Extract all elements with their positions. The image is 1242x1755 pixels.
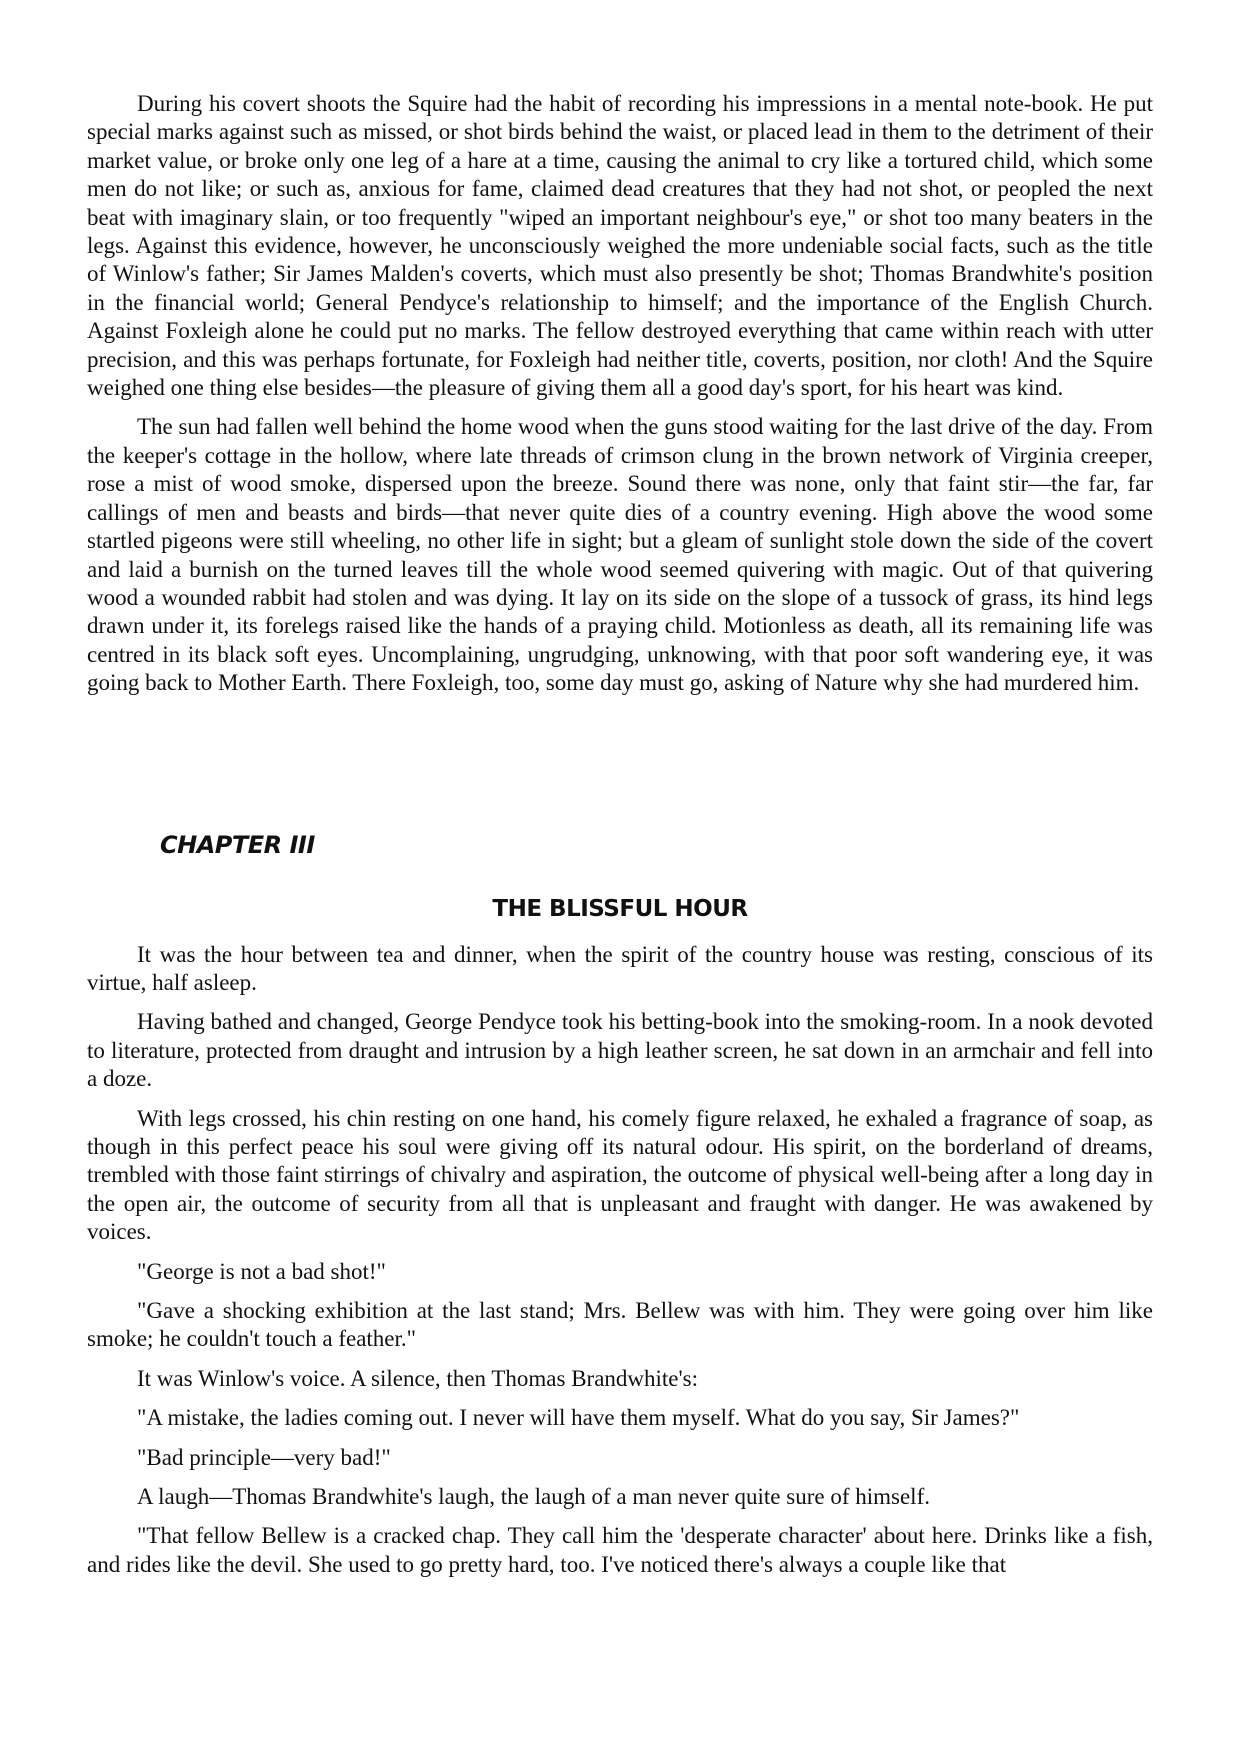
dialogue-bad-principle: "Bad principle—very bad!" <box>137 1444 391 1470</box>
paragraph-hour: It was the hour between tea and dinner, when the spirit of the country house was resting, conscious of its virtue, half asleep. <box>87 941 1153 995</box>
paragraph-squire-notebook: During his covert shoots the Squire had the habit of recording his impressions in a mental note-book. He put special marks against such as missed, or shot birds behind the waist, or placed lead in them to the detriment of their market value, or broke only one leg of a hare at a time, causing the animal to cry like a tortured child, which some men do not like; or such as, anxious for fame, claimed dead creatures that they had not shot, or peopled the next beat with imaginary slain, or too frequently "wiped an important neighbour's eye," or shot too many beaters in the legs. Against this evidence, however, he unconsciously weighed the more undeniable social facts, such as the title of Winlow's father; Sir James Malden's coverts, which must also presently be shot; Thomas Brandwhite's position in the financial world; General Pendyce's relationship to himself; and the importance of the English Church. Against Foxleigh alone he could put no marks. The fellow destroyed everything that came within reach with utter precision, and this was perhaps fortunate, for Foxleigh had neither title, coverts, position, nor cloth! And the Squire weighed one thing else besides—the pleasure of giving them all a good day's sport, for his heart was kind. <box>87 91 1153 401</box>
dialogue-ladies-mistake: "A mistake, the ladies coming out. I never will have them myself. What do you say, Sir James?" <box>137 1405 1020 1431</box>
paragraph-legs-crossed: With legs crossed, his chin resting on one hand, his comely figure relaxed, he exhaled a fragrance of soap, as though in this perfect peace his soul were giving off its natural odour. His spirit, on the borderland of dreams, trembled with those faint stirrings of chivalry and aspiration, the outcome of physical well-being after a long day in the open air, the outcome of security from all that is unpleasant and fraught with danger. He was awakened by voices. <box>87 1105 1153 1245</box>
dialogue-bellew: "That fellow Bellew is a cracked chap. They call him the 'desperate character' about here. Drinks like a fish, and rides like the devil. She used to go pretty hard, too. I've noticed there's always a couple like that <box>87 1523 1153 1577</box>
dialogue-shocking-exhibition: "Gave a shocking exhibition at the last stand; Mrs. Bellew was with him. They were going over him like smoke; he couldn't touch a feather." <box>87 1298 1153 1352</box>
paragraph-last-drive: The sun had fallen well behind the home wood when the guns stood waiting for the last drive of the day. From the keeper's cottage in the hollow, where late threads of crimson clung in the brown network of Virginia creeper, rose a mist of wood smoke, dispersed upon the breeze. Sound there was none, only that faint stir—the far, far callings of men and beasts and birds—that never quite dies of a country evening. High above the wood some startled pigeons were still wheeling, no other life in sight; but a gleam of sunlight stole down the side of the covert and laid a burnish on the turned leaves till the whole wood seemed quivering with magic. Out of that quivering wood a wounded rabbit had stolen and was dying. It lay on its side on the slope of a tussock of grass, its hind legs drawn under it, its forelegs raised like the hands of a praying child. Motionless as death, all its remaining life was centred in its black soft eyes. Uncomplaining, ungrudging, unknowing, with that poor soft wandering eye, it was going back to Mother Earth. There Foxleigh, too, some day must go, asking of Nature why she had murdered him. <box>87 414 1153 696</box>
chapter-subtitle: THE BLISSFUL HOUR <box>492 895 748 922</box>
paragraph-smoking-room: Having bathed and changed, George Pendyce took his betting-book into the smoking-room. In a nook devoted to literature, protected from draught and intrusion by a high leather screen, he sat down in an armchair and fell into a doze. <box>87 1009 1153 1092</box>
paragraph-laugh: A laugh—Thomas Brandwhite's laugh, the laugh of a man never quite sure of himself. <box>137 1484 930 1510</box>
dialogue-george-shot: "George is not a bad shot!" <box>137 1258 386 1284</box>
paragraph-winlow-voice: It was Winlow's voice. A silence, then Thomas Brandwhite's: <box>137 1365 698 1391</box>
chapter-title: CHAPTER III <box>160 830 315 859</box>
book-page <box>87 90 1153 1590</box>
chapter-spacer <box>87 709 1153 831</box>
